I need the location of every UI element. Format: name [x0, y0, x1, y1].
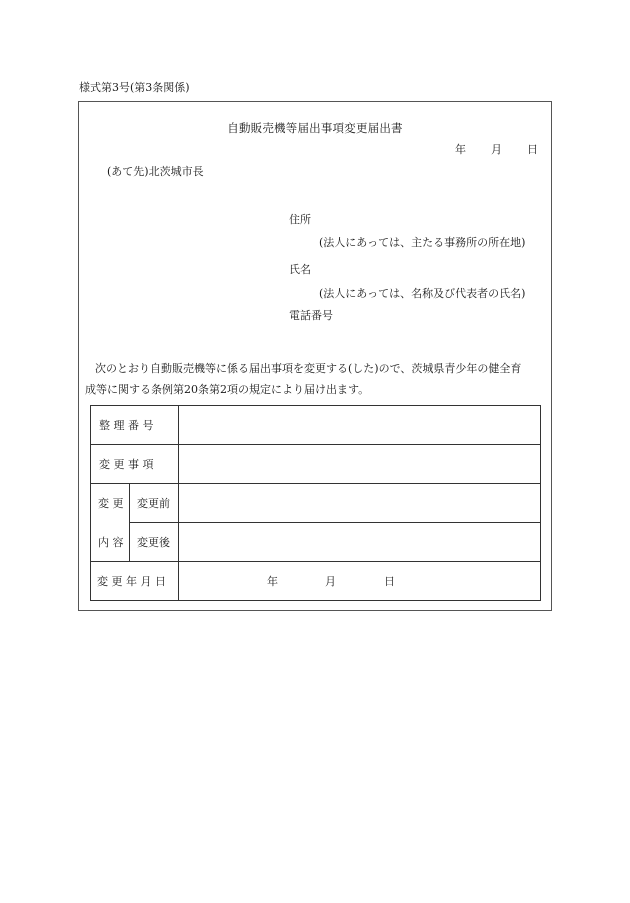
change-content-label-top: 変 更	[98, 497, 124, 510]
address-label: 住所	[289, 213, 311, 226]
body-text-line-1: 次のとおり自動販売機等に係る届出事項を変更する(した)ので、茨城県青少年の健全育	[95, 362, 522, 375]
before-change-field[interactable]	[179, 484, 540, 522]
form-title: 自動販売機等届出事項変更届出書	[227, 121, 403, 135]
name-note: (法人にあっては、名称及び代表者の氏名)	[319, 287, 526, 300]
after-change-field[interactable]	[179, 523, 540, 561]
change-date-label: 変 更 年 月 日	[97, 575, 166, 588]
change-date-year: 年	[267, 575, 278, 588]
before-change-label: 変更前	[137, 497, 170, 510]
change-item-label: 変 更 事 項	[99, 458, 154, 471]
reg-number-field[interactable]	[179, 406, 540, 444]
date-month-label: 月	[491, 143, 502, 156]
date-day-label: 日	[527, 143, 538, 156]
change-date-day: 日	[384, 575, 395, 588]
change-details-table	[90, 405, 541, 601]
after-change-label: 変更後	[137, 536, 170, 549]
change-content-label-bottom: 内 容	[98, 536, 124, 549]
table-rule	[91, 561, 540, 562]
form-reference: 様式第3号(第3条関係)	[79, 81, 190, 94]
table-rule	[129, 483, 130, 561]
body-text-line-2: 成等に関する条例第20条第2項の規定により届け出ます。	[85, 383, 370, 396]
address-note: (法人にあっては、主たる事務所の所在地)	[319, 236, 526, 249]
change-item-field[interactable]	[179, 445, 540, 483]
date-year-label: 年	[455, 143, 466, 156]
phone-label: 電話番号	[289, 309, 333, 322]
reg-number-label: 整 理 番 号	[99, 419, 154, 432]
change-date-month: 月	[325, 575, 336, 588]
name-label: 氏名	[289, 263, 311, 276]
addressee: (あて先)北茨城市長	[107, 165, 204, 178]
